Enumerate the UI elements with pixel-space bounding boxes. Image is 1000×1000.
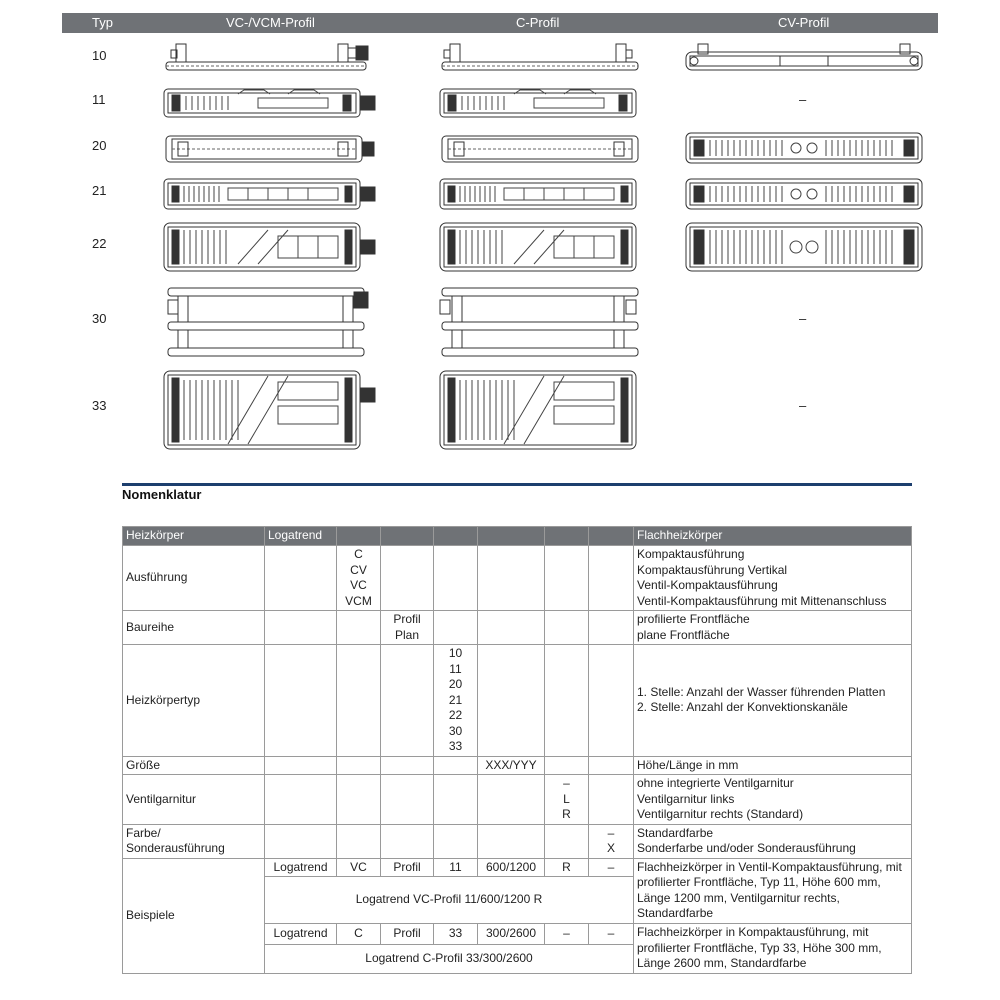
header-bar [62, 13, 938, 33]
radiator-vc-33-drawing [158, 368, 383, 452]
code-groesse: XXX/YYY [478, 756, 545, 775]
example1-desc: Flachheizkörper in Ventil-Kompaktausführung, mit profilierter Frontfläche, Typ 11, Höhe 600 mm, Länge 1200 mm, Ventilgarnitur rechts, Standardfarbe [634, 858, 912, 924]
desc-groesse: Höhe/Länge in mm [634, 756, 912, 775]
header-c: C-Profil [516, 15, 560, 30]
col-header-heizkoerper: Heizkörper [123, 527, 265, 546]
codes-ausfuehrung: C CV VC VCM [337, 546, 381, 611]
codes-ventilgarnitur: – L R [545, 775, 589, 825]
radiator-cv-22-drawing [680, 220, 930, 274]
codes-heizkoerpertyp: 10 11 20 21 22 30 33 [434, 645, 478, 757]
header-typ: Typ [92, 15, 113, 30]
section-rule [122, 483, 912, 486]
example2-result: Logatrend C-Profil 33/300/2600 [265, 944, 634, 973]
col-header-flachheizkoerper: Flachheizkörper [634, 527, 912, 546]
radiator-c-30-drawing [436, 284, 646, 364]
example1-cell: Profil [381, 858, 434, 877]
example2-cell: 300/2600 [478, 924, 545, 945]
typ-label: 22 [92, 236, 107, 251]
example2-cell: Logatrend [265, 924, 337, 945]
radiator-c-33-drawing [436, 368, 646, 452]
example1-cell: 11 [434, 858, 478, 877]
codes-farbe: – X [589, 824, 634, 858]
example2-cell: C [337, 924, 381, 945]
codes-baureihe: Profil Plan [381, 611, 434, 645]
example1-cell: Logatrend [265, 858, 337, 877]
example2-cell: 33 [434, 924, 478, 945]
example2-cell: – [589, 924, 634, 945]
table-row [123, 546, 912, 611]
row-label-baureihe: Baureihe [123, 611, 265, 645]
row-label-beispiele: Beispiele [123, 858, 265, 973]
radiator-c-21-drawing [436, 176, 646, 212]
example1-cell: 600/1200 [478, 858, 545, 877]
cv-none: – [799, 398, 807, 413]
row-label-ausfuehrung: Ausführung [123, 546, 265, 611]
row-label-farbe: Farbe/ Sonderausführung [123, 824, 265, 858]
radiator-c-20-drawing [436, 133, 646, 165]
radiator-vc-21-drawing [158, 176, 383, 212]
section-title: Nomenklatur [122, 487, 202, 502]
row-label-heizkoerpertyp: Heizkörpertyp [123, 645, 265, 757]
table-row [123, 756, 912, 775]
radiator-c-22-drawing [436, 220, 646, 274]
radiator-vc-20-drawing [158, 133, 383, 165]
table-row [123, 858, 912, 877]
example2-cell: – [545, 924, 589, 945]
typ-label: 21 [92, 183, 107, 198]
table-row [123, 611, 912, 645]
desc-baureihe: profilierte Frontfläche plane Frontfläche [634, 611, 912, 645]
table-header-row [123, 527, 912, 546]
row-label-ventilgarnitur: Ventilgarnitur [123, 775, 265, 825]
radiator-vc-11-drawing [158, 86, 383, 122]
typ-label: 11 [92, 92, 106, 107]
radiator-cv-21-drawing [680, 176, 930, 212]
radiator-c-11-drawing [436, 86, 646, 122]
radiator-cv-20-drawing [680, 130, 930, 166]
radiator-vc-22-drawing [158, 220, 383, 274]
row-label-groesse: Größe [123, 756, 265, 775]
example1-cell: – [589, 858, 634, 877]
table-row [123, 645, 912, 757]
example1-cell: R [545, 858, 589, 877]
desc-heizkoerpertyp: 1. Stelle: Anzahl der Wasser führenden Platten 2. Stelle: Anzahl der Konvektionskanäle [634, 645, 912, 757]
typ-label: 20 [92, 138, 107, 153]
example2-cell: Profil [381, 924, 434, 945]
desc-ventilgarnitur: ohne integrierte Ventilgarnitur Ventilgarnitur links Ventilgarnitur rechts (Standard) [634, 775, 912, 825]
example2-desc: Flachheizkörper in Kompaktausführung, mit profilierter Frontfläche, Typ 33, Höhe 300 mm, Länge 2600 mm, Standardfarbe [634, 924, 912, 974]
typ-label: 10 [92, 48, 107, 63]
typ-label: 30 [92, 311, 107, 326]
typ-label: 33 [92, 398, 107, 413]
radiator-c-10-drawing [436, 40, 646, 76]
cv-none: – [799, 311, 807, 326]
header-vc-vcm: VC-/VCM-Profil [226, 15, 315, 30]
table-row [123, 775, 912, 825]
example1-result: Logatrend VC-Profil 11/600/1200 R [265, 877, 634, 924]
radiator-vc-10-drawing [158, 40, 383, 76]
nomenclature-table [122, 526, 912, 974]
radiator-vc-30-drawing [158, 284, 383, 364]
col-header-logatrend: Logatrend [265, 527, 337, 546]
header-cv: CV-Profil [778, 15, 830, 30]
example1-cell: VC [337, 858, 381, 877]
cv-none: – [799, 92, 807, 107]
table-row [123, 824, 912, 858]
desc-ausfuehrung: Kompaktausführung Kompaktausführung Vertikal Ventil-Kompaktausführung Ventil-Kompaktausführung mit Mittenanschluss [634, 546, 912, 611]
desc-farbe: Standardfarbe Sonderfarbe und/oder Sonderausführung [634, 824, 912, 858]
radiator-cv-10-drawing [680, 40, 930, 76]
